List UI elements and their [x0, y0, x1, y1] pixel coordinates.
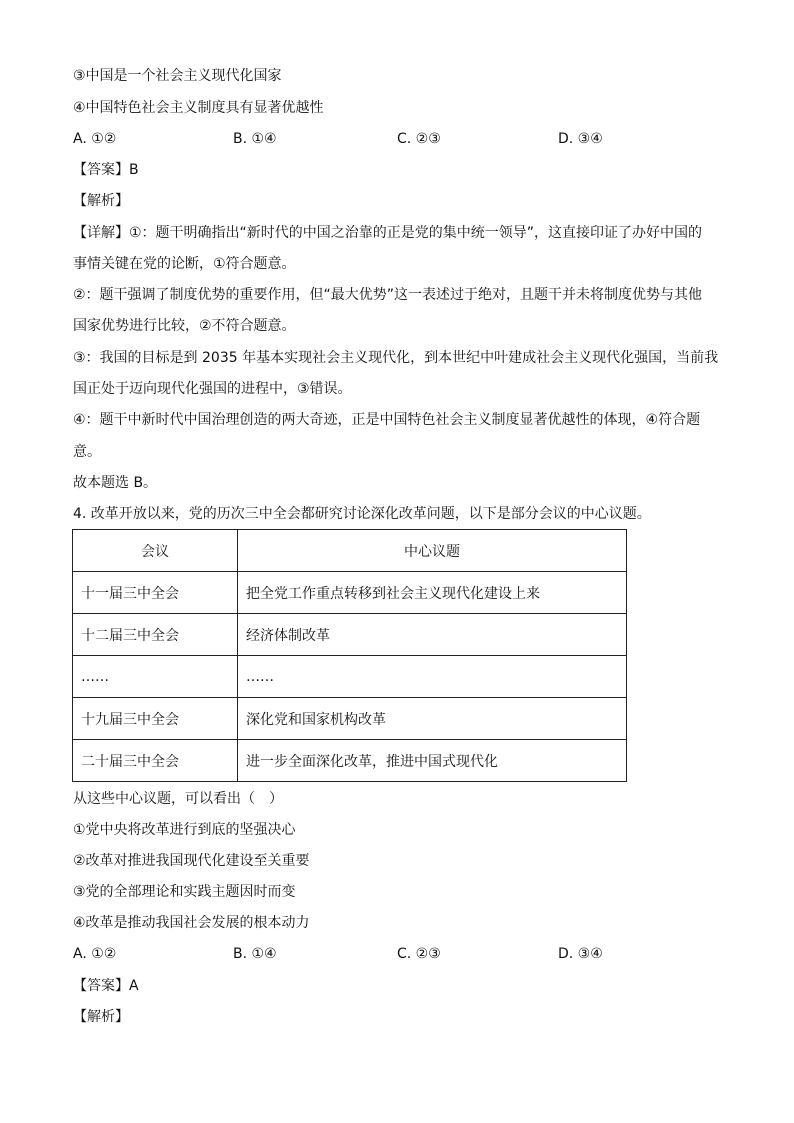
q3-detail-3b: 国正处于迈向现代化强国的进程中，③错误。 [73, 381, 352, 397]
q3-analysis-tag: 【解析】 [73, 193, 129, 209]
q4-analysis-tag: 【解析】 [73, 1009, 129, 1025]
detail-tag: 【详解】 [73, 225, 129, 241]
q3-detail-1a [73, 223, 702, 243]
q4-option-d: D. ③④ [558, 946, 603, 962]
table-cell-meeting: 十二届三中全会 [73, 614, 238, 656]
table-cell-meeting: 二十届三中全会 [73, 740, 238, 782]
table-cell-topic: 经济体制改革 [238, 614, 627, 656]
q4-item-2: ②改革对推进我国现代化建设至关重要 [73, 853, 310, 869]
q3-option-d: D. ③④ [558, 131, 603, 147]
answer-value: A [129, 978, 139, 994]
q3-detail-1b: 事情关键在党的论断，①符合题意。 [73, 256, 296, 272]
q3-option-b: B. ①④ [233, 131, 277, 147]
q3-option-a: A. ①② [73, 131, 117, 147]
table-header-meeting: 会议 [73, 530, 238, 572]
q3-detail-4a: ④：题干中新时代中国治理创造的两大奇迹，正是中国特色社会主义制度显著优越性的体现，④符合题 [73, 412, 701, 428]
table-row [73, 656, 627, 698]
q4-table [72, 529, 627, 782]
q3-item-4: ④中国特色社会主义制度具有显著优越性 [73, 100, 324, 116]
q3-detail-2b: 国家优势进行比较，②不符合题意。 [73, 318, 296, 334]
q3-item-3: ③中国是一个社会主义现代化国家 [73, 68, 282, 84]
q4-item-3: ③党的全部理论和实践主题因时而变 [73, 884, 296, 900]
answer-value: B [129, 162, 139, 178]
q3-detail-4b: 意。 [73, 444, 101, 460]
table-cell-topic: …… [238, 656, 627, 698]
table-cell-topic: 进一步全面深化改革，推进中国式现代化 [238, 740, 627, 782]
table-row [73, 614, 627, 656]
table-header-row [73, 530, 627, 572]
q4-stem: 4. 改革开放以来，党的历次三中全会都研究讨论深化改革问题，以下是部分会议的中心议题。 [73, 506, 651, 522]
answer-tag: 【答案】 [73, 162, 129, 178]
table-row [73, 698, 627, 740]
table-cell-topic: 深化党和国家机构改革 [238, 698, 627, 740]
q3-answer [73, 160, 139, 180]
table-cell-meeting: 十九届三中全会 [73, 698, 238, 740]
q3-conclusion: 故本题选 B。 [73, 475, 158, 491]
q4-option-b: B. ①④ [233, 946, 277, 962]
table-cell-meeting: …… [73, 656, 238, 698]
answer-tag: 【答案】 [73, 978, 129, 994]
q4-option-a: A. ①② [73, 946, 117, 962]
table-header-topic: 中心议题 [238, 530, 627, 572]
q3-detail-3a: ③：我国的目标是到 2035 年基本实现社会主义现代化，到本世纪中叶建成社会主义现代化强国，当前我 [73, 350, 719, 366]
q4-item-1: ①党中央将改革进行到底的坚强决心 [73, 822, 296, 838]
q4-question: 从这些中心议题，可以看出（ ） [73, 791, 283, 807]
q4-item-4: ④改革是推动我国社会发展的根本动力 [73, 915, 310, 931]
q4-answer [73, 976, 139, 996]
table-row [73, 740, 627, 782]
q3-detail-2a: ②：题干强调了制度优势的重要作用，但“最大优势”这一表述过于绝对，且题干并未将制度优势与其他 [73, 287, 703, 303]
table-row [73, 572, 627, 614]
q3-option-c: C. ②③ [397, 131, 441, 147]
table-cell-meeting: 十一届三中全会 [73, 572, 238, 614]
detail-text: ①：题干明确指出“新时代的中国之治靠的正是党的集中统一领导”，这直接印证了办好中国的 [129, 225, 703, 241]
q4-option-c: C. ②③ [397, 946, 441, 962]
table-cell-topic: 把全党工作重点转移到社会主义现代化建设上来 [238, 572, 627, 614]
